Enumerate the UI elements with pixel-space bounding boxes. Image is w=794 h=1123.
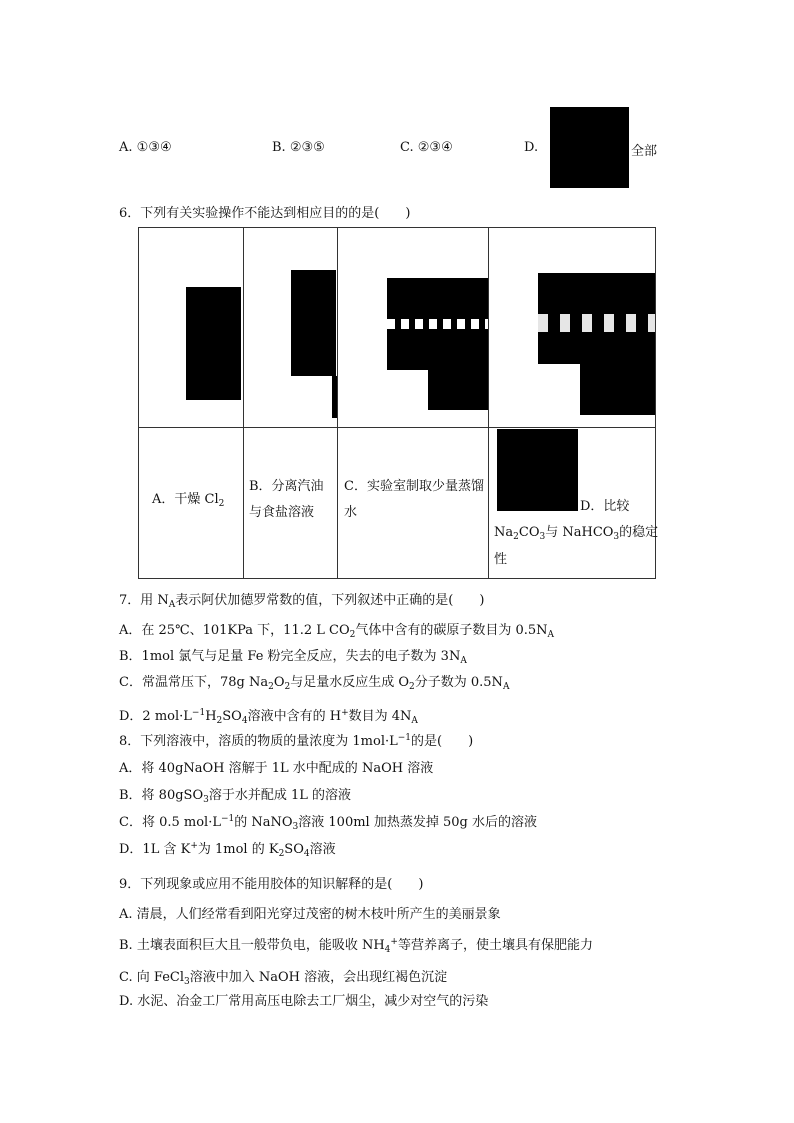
q6-option-d-tail: 性: [494, 552, 508, 567]
q9-option-c: C. 向 FeCl$_3$溶液中加入 NaOH 溶液，会出现红褐色沉淀: [119, 970, 448, 987]
q5-option-d-label: D.: [524, 140, 539, 155]
q7-stem: 7．用 $N_A$表示阿伏加德罗常数的值，下列叙述中正确的是( ): [119, 593, 485, 610]
q6-option-b: B．分离汽油与食盐溶液: [249, 479, 324, 520]
q6-stem: 6．下列有关实验操作不能达到相应目的的是( ): [119, 206, 411, 221]
q8-option-d: D．1L 含 K+为 1mol 的 $K_2SO_4$溶液: [119, 841, 336, 859]
q7-option-a: A．在 25℃、101KPa 下，11.2 L $CO_2$气体中含有的碳原子数目为 $0.5N_A$: [119, 623, 555, 640]
apparatus-image-c-lower: [428, 370, 488, 410]
q5-option-d-text: 全部: [631, 144, 658, 159]
q5-option-c: C. ②③④: [400, 140, 453, 155]
q5-option-b: B. ②③⑤: [272, 140, 325, 155]
q9-option-a: A. 清晨，人们经常看到阳光穿过茂密的树木枝叶所产生的美丽景象: [119, 907, 501, 922]
apparatus-image-b: [291, 270, 336, 376]
q9-stem: 9．下列现象或应用不能用胶体的知识解释的是( ): [119, 877, 424, 892]
q6-option-a: A．干燥 $Cl_2$: [152, 492, 225, 509]
q7-option-b: B．1mol 氯气与足量 Fe 粉完全反应，失去的电子数为 $3N_A$: [119, 649, 467, 666]
q7-option-c: C．常温常压下，78g $Na_2O_2$与足量水反应生成 $O_2$分子数为 $0.5N_A$: [119, 675, 510, 692]
q8-option-c: C．将 0.5 $mol\cdot L^{-1}$的 NaNO$_3$溶液 100ml 加热蒸发掉 50g 水后的溶液: [119, 814, 537, 832]
q6-option-d-line: $Na_2CO_3$与 NaHCO$_3$的稳定: [494, 525, 659, 542]
q8-option-b: B．将 80gSO$_3$溶于水并配成 1L 的溶液: [119, 788, 352, 805]
q8-stem: 8．下列溶液中，溶质的物质的量浓度为 $1mol\cdot L^{-1}$的是( ): [119, 733, 474, 749]
q6-option-d-head: D．比较: [580, 499, 630, 514]
q6-option-c: C．实验室制取少量蒸馏水: [344, 479, 484, 520]
apparatus-image-b-tail: [332, 376, 337, 418]
apparatus-image-d-notch: [538, 364, 580, 415]
q5-option-a: A. ①③④: [119, 140, 172, 155]
apparatus-image-d-band: [538, 314, 655, 332]
q8-option-a: A．将 40gNaOH 溶解于 1L 水中配成的 NaOH 溶液: [119, 761, 434, 776]
redacted-image-block: [550, 107, 629, 188]
apparatus-image-d2: [497, 429, 578, 511]
apparatus-image-a: [186, 287, 241, 400]
q9-option-d: D. 水泥、冶金工厂常用高压电除去工厂烟尘，减少对空气的污染: [119, 994, 489, 1009]
q7-option-d: D．2 $mol\cdot L^{-1}H_2SO_4$溶液中含有的 H+数目为 $4N_A$: [119, 708, 418, 726]
apparatus-image-c-band: [387, 319, 488, 329]
q9-option-b: B. 土壤表面积巨大且一般带负电，能吸收 $NH_4^+$等营养离子，使土壤具有保肥能力: [119, 937, 593, 955]
